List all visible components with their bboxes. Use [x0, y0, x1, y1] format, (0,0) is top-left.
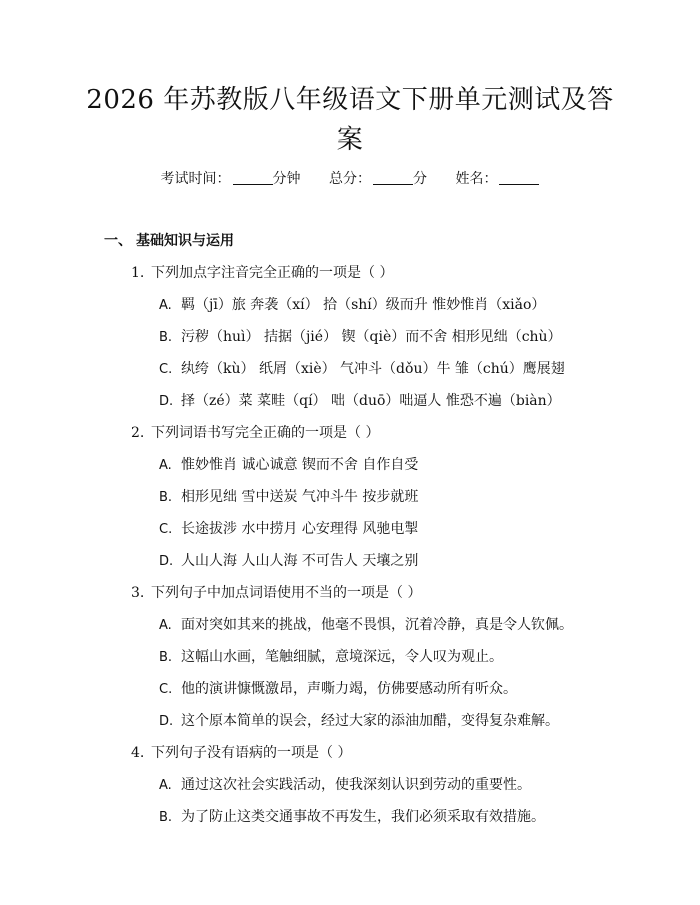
exam-time-blank [233, 184, 273, 185]
page-title: 2026 年苏教版八年级语文下册单元测试及答案 [86, 85, 614, 155]
option-letter: D. [159, 554, 174, 569]
exam-info [0, 168, 700, 188]
option-text: 择（zé）菜 菜畦（qí） 咄（duō）咄逼人 惟恐不遍（biàn） [181, 393, 561, 409]
option-letter: C. [159, 682, 173, 697]
question-1-option-c [159, 358, 565, 378]
question-2-option-d [159, 550, 418, 570]
question-3-option-c [159, 678, 517, 698]
option-letter: C. [159, 522, 173, 537]
option-text: 这幅山水画，笔触细腻，意境深远，令人叹为观止。 [181, 649, 503, 665]
question-1 [131, 262, 393, 282]
option-letter: B. [159, 330, 173, 345]
question-2 [131, 422, 379, 442]
total-score [329, 168, 427, 188]
question-3 [131, 582, 421, 602]
option-letter: B. [159, 490, 173, 505]
question-stem: 下列加点字注音完全正确的一项是（ ） [151, 265, 394, 281]
option-text: 为了防止这类交通事故不再发生，我们必须采取有效措施。 [181, 809, 545, 825]
question-1-option-d [159, 390, 561, 410]
exam-time-label: 考试时间： [160, 171, 231, 187]
option-letter: A. [159, 618, 172, 633]
question-4-option-a [159, 774, 531, 794]
question-2-option-c [159, 518, 418, 538]
option-letter: D. [159, 394, 174, 409]
option-text: 惟妙惟肖 诚心诚意 锲而不舍 自作自受 [181, 457, 419, 473]
question-1-option-b [159, 326, 562, 346]
question-stem: 下列句子没有语病的一项是（ ） [151, 745, 352, 761]
question-1-option-a [159, 294, 545, 314]
total-score-blank [373, 184, 413, 185]
section-title: 基础知识与运用 [136, 233, 234, 249]
option-text: 羁（jī）旅 奔袭（xí） 拾（shí）级而升 惟妙惟肖（xiǎo） [181, 297, 546, 313]
total-score-unit: 分 [413, 171, 427, 187]
option-text: 污秽（huì） 拮据（jié） 锲（qiè）而不舍 相形见绌（chù） [181, 329, 562, 345]
question-stem: 下列句子中加点词语使用不当的一项是（ ） [151, 585, 422, 601]
student-name-blank [499, 184, 539, 185]
option-text: 纨绔（kù） 纸屑（xiè） 气冲斗（dǒu）牛 雏（chú）鹰展翅 [181, 361, 565, 377]
option-text: 面对突如其来的挑战，他毫不畏惧，沉着冷静，真是令人钦佩。 [181, 617, 573, 633]
option-letter: A. [159, 778, 172, 793]
option-text: 这个原本简单的误会，经过大家的添油加醋，变得复杂难解。 [181, 713, 559, 729]
question-3-option-a [159, 614, 573, 634]
section-number: 一、 [104, 233, 132, 249]
option-text: 相形见绌 雪中送炭 气冲斗牛 按步就班 [181, 489, 419, 505]
question-stem: 下列词语书写完全正确的一项是（ ） [151, 425, 380, 441]
question-number: 1. [131, 265, 145, 281]
question-2-option-b [159, 486, 418, 506]
option-letter: A. [159, 458, 172, 473]
student-name [455, 168, 539, 188]
question-3-option-d [159, 710, 559, 730]
question-number: 2. [131, 425, 145, 441]
section-heading [104, 230, 234, 250]
option-letter: C. [159, 362, 173, 377]
option-letter: B. [159, 650, 173, 665]
option-text: 长途拔涉 水中捞月 心安理得 风驰电掣 [181, 521, 419, 537]
total-score-label: 总分： [329, 171, 371, 187]
question-4-option-b [159, 806, 545, 826]
question-4 [131, 742, 351, 762]
exam-time [161, 168, 301, 188]
option-letter: B. [159, 810, 173, 825]
question-2-option-a [159, 454, 418, 474]
question-number: 4. [131, 745, 145, 761]
option-letter: A. [159, 298, 172, 313]
student-name-label: 姓名： [455, 171, 498, 187]
question-3-option-b [159, 646, 503, 666]
option-text: 他的演讲慷慨激昂，声嘶力竭，仿佛要感动所有听众。 [181, 681, 517, 697]
exam-time-unit: 分钟 [272, 171, 301, 187]
question-number: 3. [131, 585, 145, 601]
option-text: 通过这次社会实践活动，使我深刻认识到劳动的重要性。 [181, 777, 531, 793]
option-letter: D. [159, 714, 174, 729]
option-text: 人山人海 人山人海 不可告人 天壤之别 [181, 553, 419, 569]
